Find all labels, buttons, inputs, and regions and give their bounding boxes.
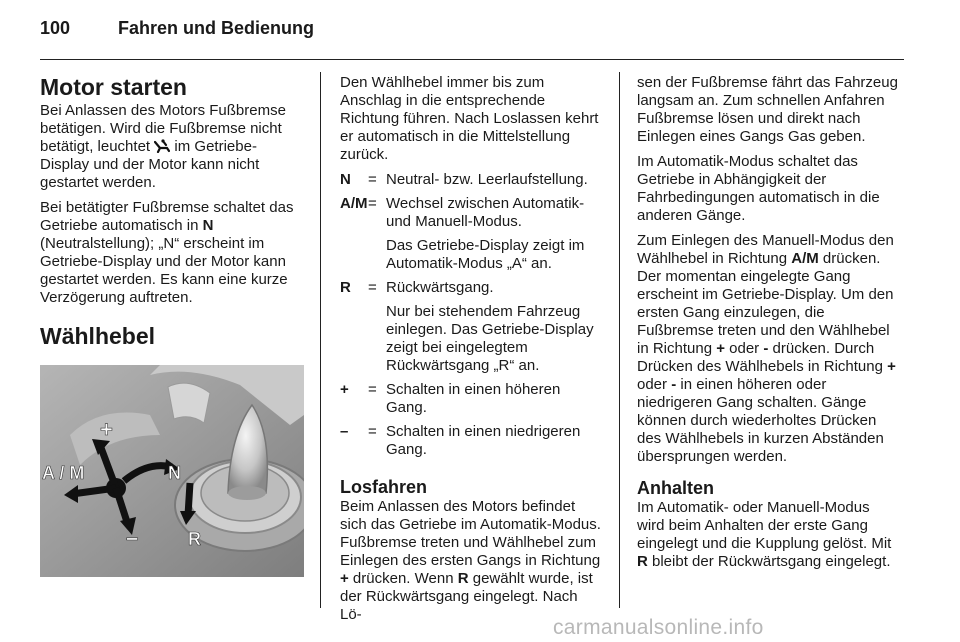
foot-brake-icon: [154, 139, 170, 153]
definition-key: [340, 303, 368, 381]
definition-key: R: [340, 279, 351, 296]
definition-key: N: [340, 171, 351, 188]
figure-label-plus: +: [100, 417, 113, 442]
definition-equals: =: [368, 171, 377, 188]
definition-text: Nur bei stehendem Fahrzeug einlegen. Das Getriebe-Display zeigt bei eingelegtem Rückwärtsgang „R“ an.: [386, 303, 594, 374]
definition-text: Schalten in einen niedrigeren Gang.: [386, 423, 581, 458]
middle-column: [340, 74, 603, 631]
paragraph-automatik: Im Automatik-Modus schaltet das Getriebe in Abhängigkeit der Fahrbedingungen automatisch in die anderen Gänge.: [637, 153, 880, 224]
left-column: [40, 74, 306, 577]
paragraph-anfahren: sen der Fußbremse fährt das Fahrzeug langsam an. Zum schnellen Anfahren Fußbremse lösen und direkt nach Einlegen eines Gangs Gas geben.: [637, 74, 898, 145]
gear-selector-illustration: [40, 365, 304, 577]
column-divider-1: [320, 72, 321, 608]
gear-selector-figure: [40, 365, 304, 577]
figure-label-minus: –: [126, 525, 139, 550]
definition-row: [340, 423, 603, 465]
definition-equals: =: [368, 423, 377, 440]
definition-key: [340, 237, 368, 279]
definition-key: –: [340, 423, 349, 440]
paragraph-waehlhebel-intro: Den Wählhebel immer bis zum Anschlag in die entsprechende Richtung führen. Nach Loslassen kehrt er automatisch in die Mittelstellung zurück.: [340, 74, 599, 163]
definition-row: [340, 303, 603, 381]
figure-label-am: A / M: [42, 463, 85, 483]
section-heading-anhalten: Anhalten: [637, 478, 715, 498]
definition-equals: [368, 237, 386, 279]
watermark: carmanualsonline.info: [553, 616, 764, 639]
definition-row: [340, 381, 603, 423]
definition-row: [340, 171, 603, 195]
page-number: 100: [40, 18, 71, 38]
definition-key: A/M: [340, 195, 368, 212]
definition-equals: =: [368, 381, 377, 398]
definition-equals: [368, 303, 386, 381]
paragraph-motor-2: Bei betätigter Fußbremse schaltet das Getriebe automatisch in N (Neutralstellung); „N“ erscheint im Getriebe-Display und der Motor kann gestartet werden. Es kann eine kurze Verzögerung auftreten.: [40, 199, 294, 306]
page-header-title: Fahren und Bedienung: [118, 18, 314, 38]
section-heading-waehlhebel: Wählhebel: [40, 323, 156, 349]
definition-row: [340, 279, 603, 303]
definition-text: Wechsel zwischen Automatik- und Manuell-Modus.: [386, 195, 585, 230]
definition-text: Schalten in einen höheren Gang.: [386, 381, 561, 416]
definition-equals: =: [368, 195, 377, 212]
header-divider: [40, 59, 904, 60]
right-column: [637, 74, 900, 578]
paragraph-losfahren: Beim Anlassen des Motors befindet sich das Getriebe im Automatik-Modus. Fußbremse treten und Wählhebel zum Einlegen des ersten Gangs in Richtung + drücken. Wenn R gewählt wurde, ist der Rückwärtsgang eingelegt. Nach Lö-: [340, 498, 601, 623]
definition-text: Das Getriebe-Display zeigt im Automatik-Modus „A“ an.: [386, 237, 585, 272]
definition-text: Rückwärtsgang.: [386, 279, 494, 296]
definition-list: [340, 171, 603, 465]
column-divider-2: [619, 72, 620, 608]
definition-key: +: [340, 381, 349, 398]
definition-row: [340, 195, 603, 237]
figure-label-n: N: [168, 463, 181, 483]
section-heading-motor-starten: Motor starten: [40, 74, 187, 100]
definition-text: Neutral- bzw. Leerlaufstellung.: [386, 171, 588, 188]
paragraph-motor-1: Bei Anlassen des Motors Fußbremse betätigen. Wird die Fußbremse nicht betätigt, leuchtet im Getriebe-Display und der Motor kann nicht gestartet werden.: [40, 102, 286, 191]
figure-label-r: R: [188, 529, 201, 549]
paragraph-anhalten: Im Automatik- oder Manuell-Modus wird beim Anhalten der erste Gang eingelegt und die Kupplung gelöst. Mit R bleibt der Rückwärtsgang eingelegt.: [637, 499, 892, 570]
definition-row: [340, 237, 603, 279]
paragraph-manuell: Zum Einlegen des Manuell-Modus den Wählhebel in Richtung A/M drücken. Der momentan eingelegte Gang erscheint im Getriebe-Display. Um den ersten Gang einzulegen, die Fußbremse treten und den Wählhebel in Richtung + oder - drücken. Durch Drücken des Wählhebels in Richtung + oder - in einen höheren oder niedrigeren Gang schalten. Gänge können durch wiederholtes Drücken des Wählhebels in kurzen Abständen übersprungen werden.: [637, 232, 896, 465]
definition-equals: =: [368, 279, 377, 296]
section-heading-losfahren: Losfahren: [340, 477, 428, 497]
